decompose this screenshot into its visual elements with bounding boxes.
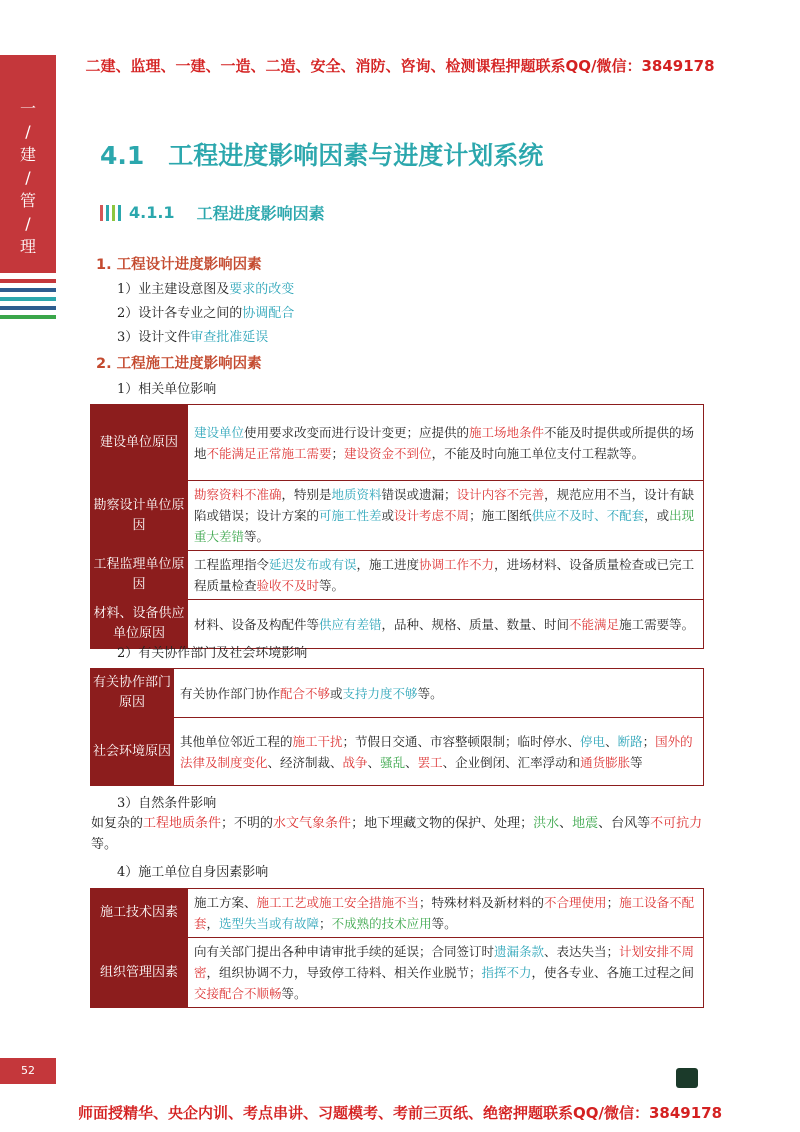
part1-heading: 1. 工程设计进度影响因素 [96, 257, 262, 273]
sub-heading: 4）施工单位自身因素影响 [117, 865, 269, 880]
logo-mark-icon [676, 1068, 698, 1088]
top-banner: 二建、监理、一建、一造、二造、安全、消防、咨询、检测课程押题联系QQ/微信：3849178 [85, 57, 715, 75]
table-row [91, 938, 704, 1008]
row-content: 向有关部门提出各种申请审批手续的延误；合同签订时遗漏条款、表达失当；计划安排不周密，组织协调不力，导致停工待料、相关作业脱节；指挥不力，使各专业、各施工过程之间交接配合不顺畅等。 [188, 938, 704, 1008]
table-row [91, 718, 704, 786]
row-label: 勘察设计单位原因 [91, 481, 188, 551]
row-content: 有关协作部门协作配合不够或支持力度不够等。 [174, 669, 704, 718]
side-tab-char: 理 [19, 237, 36, 256]
row-content: 工程监理指令延迟发布或有误，施工进度协调工作不力，进场材料、设备质量检查或已完工程质量检查验收不及时等。 [188, 551, 704, 600]
table-row [91, 481, 704, 551]
side-tab-char: / [25, 122, 31, 141]
side-stripe [0, 315, 56, 319]
row-label: 施工技术因素 [91, 889, 188, 938]
section-title [100, 136, 543, 172]
row-label: 工程监理单位原因 [91, 551, 188, 600]
table-row [91, 551, 704, 600]
row-content: 建设单位使用要求改变而进行设计变更；应提供的施工场地条件不能及时提供或所提供的场地不能满足正常施工需要；建设资金不到位，不能及时向施工单位支付工程款等。 [188, 405, 704, 481]
table-row [91, 405, 704, 481]
side-stripe [0, 279, 56, 283]
row-content: 勘察资料不准确，特别是地质资料错误或遗漏；设计内容不完善，规范应用不当，设计有缺陷或错误；设计方案的可施工性差或设计考虑不周；施工图纸供应不及时、不配套，或出现重大差错等。 [188, 481, 704, 551]
table-row [91, 669, 704, 718]
table-row [91, 889, 704, 938]
side-tab-char: / [25, 214, 31, 233]
side-tab-char: 管 [19, 191, 36, 210]
side-tab [0, 55, 56, 273]
row-label: 材料、设备供应单位原因 [91, 600, 188, 649]
side-stripe [0, 297, 56, 301]
row-label: 有关协作部门原因 [91, 669, 174, 718]
sub-heading: 1）相关单位影响 [117, 382, 217, 397]
side-stripe [0, 288, 56, 292]
section-title-text: 工程进度影响因素与进度计划系统 [168, 141, 544, 170]
row-label: 社会环境原因 [91, 718, 174, 786]
row-label: 组织管理因素 [91, 938, 188, 1008]
table-related-units [90, 404, 704, 649]
side-tab-char: 一 [19, 99, 36, 118]
sub-heading: 3）自然条件影响 [117, 796, 217, 811]
side-stripe [0, 306, 56, 310]
subsection-title-text: 工程进度影响因素 [196, 204, 325, 223]
bars-icon [100, 205, 121, 221]
row-content: 材料、设备及构配件等供应有差错，品种、规格、质量、数量、时间不能满足施工需要等。 [188, 600, 704, 649]
list-item: 3）设计文件审查批准延误 [117, 330, 269, 345]
part2-heading: 2. 工程施工进度影响因素 [96, 356, 262, 372]
subsection-title [100, 201, 325, 224]
page-number: 52 [0, 1058, 56, 1084]
table-social-environment [90, 668, 704, 786]
list-item: 2）设计各专业之间的协调配合 [117, 306, 295, 321]
table-construction-unit [90, 888, 704, 1008]
row-label: 建设单位原因 [91, 405, 188, 481]
row-content: 其他单位邻近工程的施工干扰；节假日交通、市容整顿限制；临时停水、停电、断路；国外的法律及制度变化、经济制裁、战争、骚乱、罢工、企业倒闭、汇率浮动和通货膨胀等 [174, 718, 704, 786]
subsection-number: 4.1.1 [129, 203, 175, 222]
side-tab-char: 建 [19, 145, 36, 164]
section-number: 4.1 [100, 141, 145, 170]
side-tab-char: / [25, 168, 31, 187]
sub-heading: 2）有关协作部门及社会环境影响 [117, 646, 308, 661]
bottom-banner: 师面授精华、央企内训、考点串讲、习题模考、考前三页纸、绝密押题联系QQ/微信：3849178 [77, 1104, 723, 1122]
row-content: 施工方案、施工工艺或施工安全措施不当；特殊材料及新材料的不合理使用；施工设备不配套，选型失当或有故障；不成熟的技术应用等。 [188, 889, 704, 938]
nature-paragraph: 如复杂的工程地质条件；不明的水文气象条件；地下埋藏文物的保护、处理；洪水、地震、台风等不可抗力等。 [91, 816, 703, 852]
list-item: 1）业主建设意图及要求的改变 [117, 282, 295, 297]
